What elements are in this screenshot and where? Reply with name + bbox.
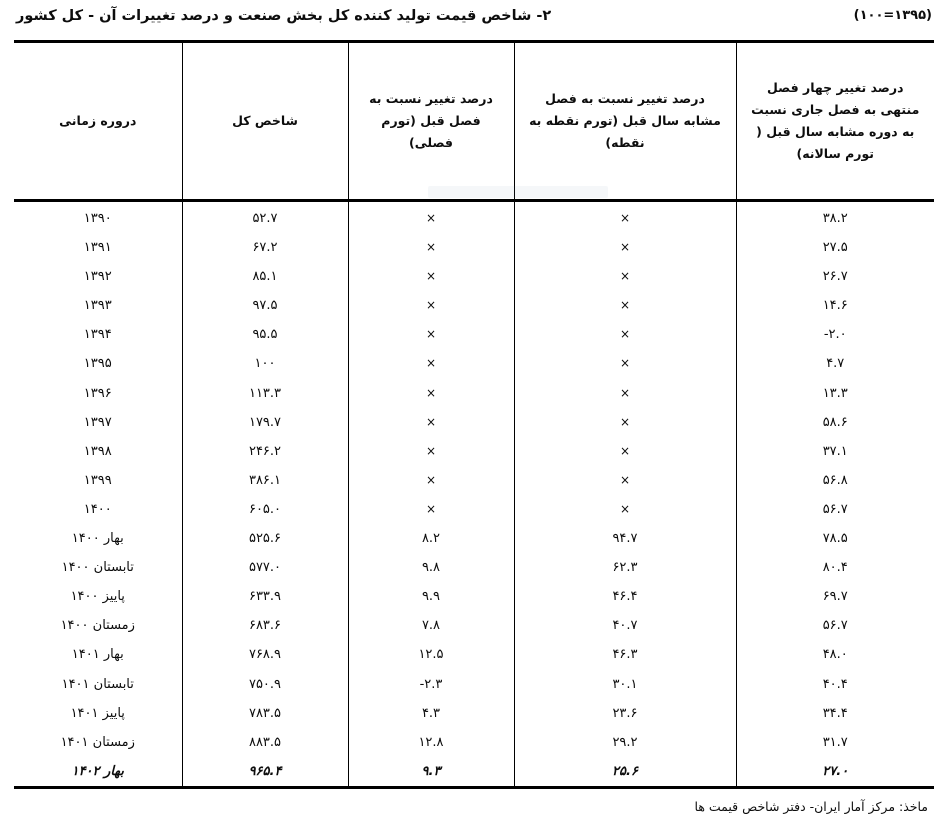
table-row — [14, 349, 934, 378]
table-header-row — [14, 42, 934, 201]
cell-total-index: ۷۸۳.۵ — [182, 699, 348, 728]
cell-annual: ۳۱.۷ — [736, 728, 934, 757]
cell-seasonal: × — [348, 262, 514, 291]
cell-period: ۱۳۹۸ — [83, 443, 112, 459]
cell-period: زمستان ۱۴۰۱ — [60, 734, 135, 750]
cell-point-to-point: ۲۹.۲ — [514, 728, 736, 757]
table-row — [14, 466, 934, 495]
cell-annual: ۵۶.۷ — [736, 495, 934, 524]
cell-point-to-point: ۲۳.۶ — [514, 699, 736, 728]
cell-annual: ۳۷.۱ — [736, 437, 934, 466]
cell-period: ۱۳۹۳ — [83, 298, 112, 314]
cell-total-index: ۸۵.۱ — [182, 262, 348, 291]
cell-total-index: ۹۶۵.۴ — [182, 757, 348, 788]
cell-period: پاییز ۱۴۰۱ — [70, 705, 125, 721]
cell-annual: ۵۶.۷ — [736, 611, 934, 640]
cell-annual: ۲۷.۵ — [736, 233, 934, 262]
cell-point-to-point: ۴۶.۳ — [514, 640, 736, 669]
cell-seasonal: × — [348, 466, 514, 495]
cell-seasonal: ۹.۹ — [348, 582, 514, 611]
price-index-table — [14, 40, 934, 789]
table-row — [14, 233, 934, 262]
table-row — [14, 757, 934, 788]
cell-seasonal: ۹.۳ — [348, 757, 514, 788]
table-row — [14, 611, 934, 640]
cell-period: زمستان ۱۴۰۰ — [60, 618, 135, 634]
cell-seasonal: ۱۲.۸ — [348, 728, 514, 757]
cell-annual: ۳۸.۲ — [736, 201, 934, 234]
cell-total-index: ۹۷.۵ — [182, 291, 348, 320]
cell-total-index: ۱۷۹.۷ — [182, 408, 348, 437]
cell-seasonal: × — [348, 233, 514, 262]
cell-total-index: ۲۴۶.۲ — [182, 437, 348, 466]
cell-point-to-point: × — [514, 320, 736, 349]
cell-period: بهار ۱۴۰۰ — [71, 531, 124, 547]
table-header — [14, 42, 934, 201]
table-row — [14, 640, 934, 669]
cell-period: ۱۴۰۰ — [83, 501, 112, 517]
table-row — [14, 553, 934, 582]
table-row — [14, 201, 934, 234]
cell-point-to-point: × — [514, 495, 736, 524]
cell-total-index: ۵۲۵.۶ — [182, 524, 348, 553]
cell-point-to-point: × — [514, 233, 736, 262]
cell-point-to-point: ۹۴.۷ — [514, 524, 736, 553]
cell-total-index: ۵۷۷.۰ — [182, 553, 348, 582]
column-header-period: دروره زمانی — [14, 42, 182, 201]
column-header-seasonal: درصد تغییر نسبت به فصل قبل (تورم فصلی) — [348, 42, 514, 201]
cell-seasonal: × — [348, 408, 514, 437]
page-title: ۲- شاخص قیمت تولید کننده کل بخش صنعت و درصد تغییرات آن - کل کشور — [16, 8, 552, 24]
cell-seasonal: ۱۲.۵ — [348, 640, 514, 669]
cell-seasonal: × — [348, 437, 514, 466]
cell-annual: ۴.۷ — [736, 349, 934, 378]
cell-period: ۱۳۹۶ — [83, 385, 112, 401]
cell-period: ۱۳۹۱ — [83, 240, 112, 256]
cell-seasonal: × — [348, 291, 514, 320]
cell-annual: ۳۴.۴ — [736, 699, 934, 728]
cell-annual: ۲۶.۷ — [736, 262, 934, 291]
cell-total-index: ۶۷.۲ — [182, 233, 348, 262]
cell-seasonal: × — [348, 201, 514, 234]
cell-annual: ۲.۰- — [736, 320, 934, 349]
table-row — [14, 379, 934, 408]
cell-total-index: ۷۶۸.۹ — [182, 640, 348, 669]
table-row — [14, 582, 934, 611]
table-row — [14, 670, 934, 699]
cell-seasonal: ۲.۳- — [348, 670, 514, 699]
cell-total-index: ۹۵.۵ — [182, 320, 348, 349]
cell-point-to-point: × — [514, 466, 736, 495]
cell-total-index: ۶۳۳.۹ — [182, 582, 348, 611]
cell-total-index: ۸۸۳.۵ — [182, 728, 348, 757]
cell-annual: ۷۸.۵ — [736, 524, 934, 553]
table-row — [14, 320, 934, 349]
title-row — [14, 6, 934, 40]
cell-seasonal: ۸.۲ — [348, 524, 514, 553]
cell-point-to-point: ۴۶.۴ — [514, 582, 736, 611]
cell-period: بهار ۱۴۰۱ — [71, 647, 124, 663]
cell-seasonal: ۷.۸ — [348, 611, 514, 640]
cell-period: بهار ۱۴۰۲ — [14, 757, 182, 788]
cell-seasonal: × — [348, 349, 514, 378]
cell-total-index: ۶۰۵.۰ — [182, 495, 348, 524]
cell-total-index: ۱۱۳.۳ — [182, 379, 348, 408]
column-header-point-to-point: درصد تغییر نسبت به فصل مشابه سال قبل (تورم نقطه به نقطه) — [514, 42, 736, 201]
table-row — [14, 408, 934, 437]
cell-seasonal: × — [348, 379, 514, 408]
table-row — [14, 699, 934, 728]
cell-annual: ۸۰.۴ — [736, 553, 934, 582]
cell-total-index: ۵۲.۷ — [182, 201, 348, 234]
cell-seasonal: ۴.۳ — [348, 699, 514, 728]
table-row — [14, 437, 934, 466]
cell-point-to-point: × — [514, 437, 736, 466]
cell-period: ۱۳۹۰ — [83, 211, 112, 226]
cell-annual: ۴۸.۰ — [736, 640, 934, 669]
cell-annual: ۴۰.۴ — [736, 670, 934, 699]
cell-annual: ۶۹.۷ — [736, 582, 934, 611]
source-note: ماخذ: مرکز آمار ایران- دفتر شاخص قیمت ها — [694, 798, 928, 814]
column-header-annual: درصد تغییر چهار فصل منتهی به فصل جاری نسبت به دوره مشابه سال قبل ( تورم سالانه) — [736, 42, 934, 201]
cell-point-to-point: × — [514, 379, 736, 408]
cell-period: تابستان ۱۴۰۱ — [61, 676, 134, 692]
cell-seasonal: ۹.۸ — [348, 553, 514, 582]
column-header-total-index: شاخص کل — [182, 42, 348, 201]
cell-point-to-point: × — [514, 349, 736, 378]
cell-period: ۱۳۹۹ — [83, 472, 112, 488]
cell-period: تابستان ۱۴۰۰ — [61, 560, 134, 576]
base-year-note: (۱۳۹۵=۱۰۰) — [853, 8, 932, 23]
cell-point-to-point: × — [514, 262, 736, 291]
cell-point-to-point: ۳۰.۱ — [514, 670, 736, 699]
cell-total-index: ۶۸۳.۶ — [182, 611, 348, 640]
cell-point-to-point: × — [514, 408, 736, 437]
cell-point-to-point: ۶۲.۳ — [514, 553, 736, 582]
table-row — [14, 291, 934, 320]
cell-point-to-point: × — [514, 201, 736, 234]
cell-annual: ۱۳.۳ — [736, 379, 934, 408]
cell-annual: ۵۸.۶ — [736, 408, 934, 437]
cell-period: پاییز ۱۴۰۰ — [70, 589, 125, 605]
cell-period: ۱۳۹۵ — [83, 356, 112, 372]
cell-point-to-point: × — [514, 291, 736, 320]
cell-period: ۱۳۹۴ — [83, 327, 112, 343]
cell-annual: ۲۷.۰ — [736, 757, 934, 788]
cell-annual: ۵۶.۸ — [736, 466, 934, 495]
cell-point-to-point: ۲۵.۶ — [514, 757, 736, 788]
table-row — [14, 728, 934, 757]
cell-seasonal: × — [348, 495, 514, 524]
table-body — [14, 201, 934, 788]
table-row — [14, 262, 934, 291]
cell-total-index: ۱۰۰ — [182, 349, 348, 378]
table-row — [14, 524, 934, 553]
cell-total-index: ۳۸۶.۱ — [182, 466, 348, 495]
cell-point-to-point: ۴۰.۷ — [514, 611, 736, 640]
cell-annual: ۱۴.۶ — [736, 291, 934, 320]
table-row — [14, 495, 934, 524]
cell-total-index: ۷۵۰.۹ — [182, 670, 348, 699]
cell-period: ۱۳۹۲ — [83, 269, 112, 285]
cell-seasonal: × — [348, 320, 514, 349]
cell-period: ۱۳۹۷ — [83, 414, 112, 430]
